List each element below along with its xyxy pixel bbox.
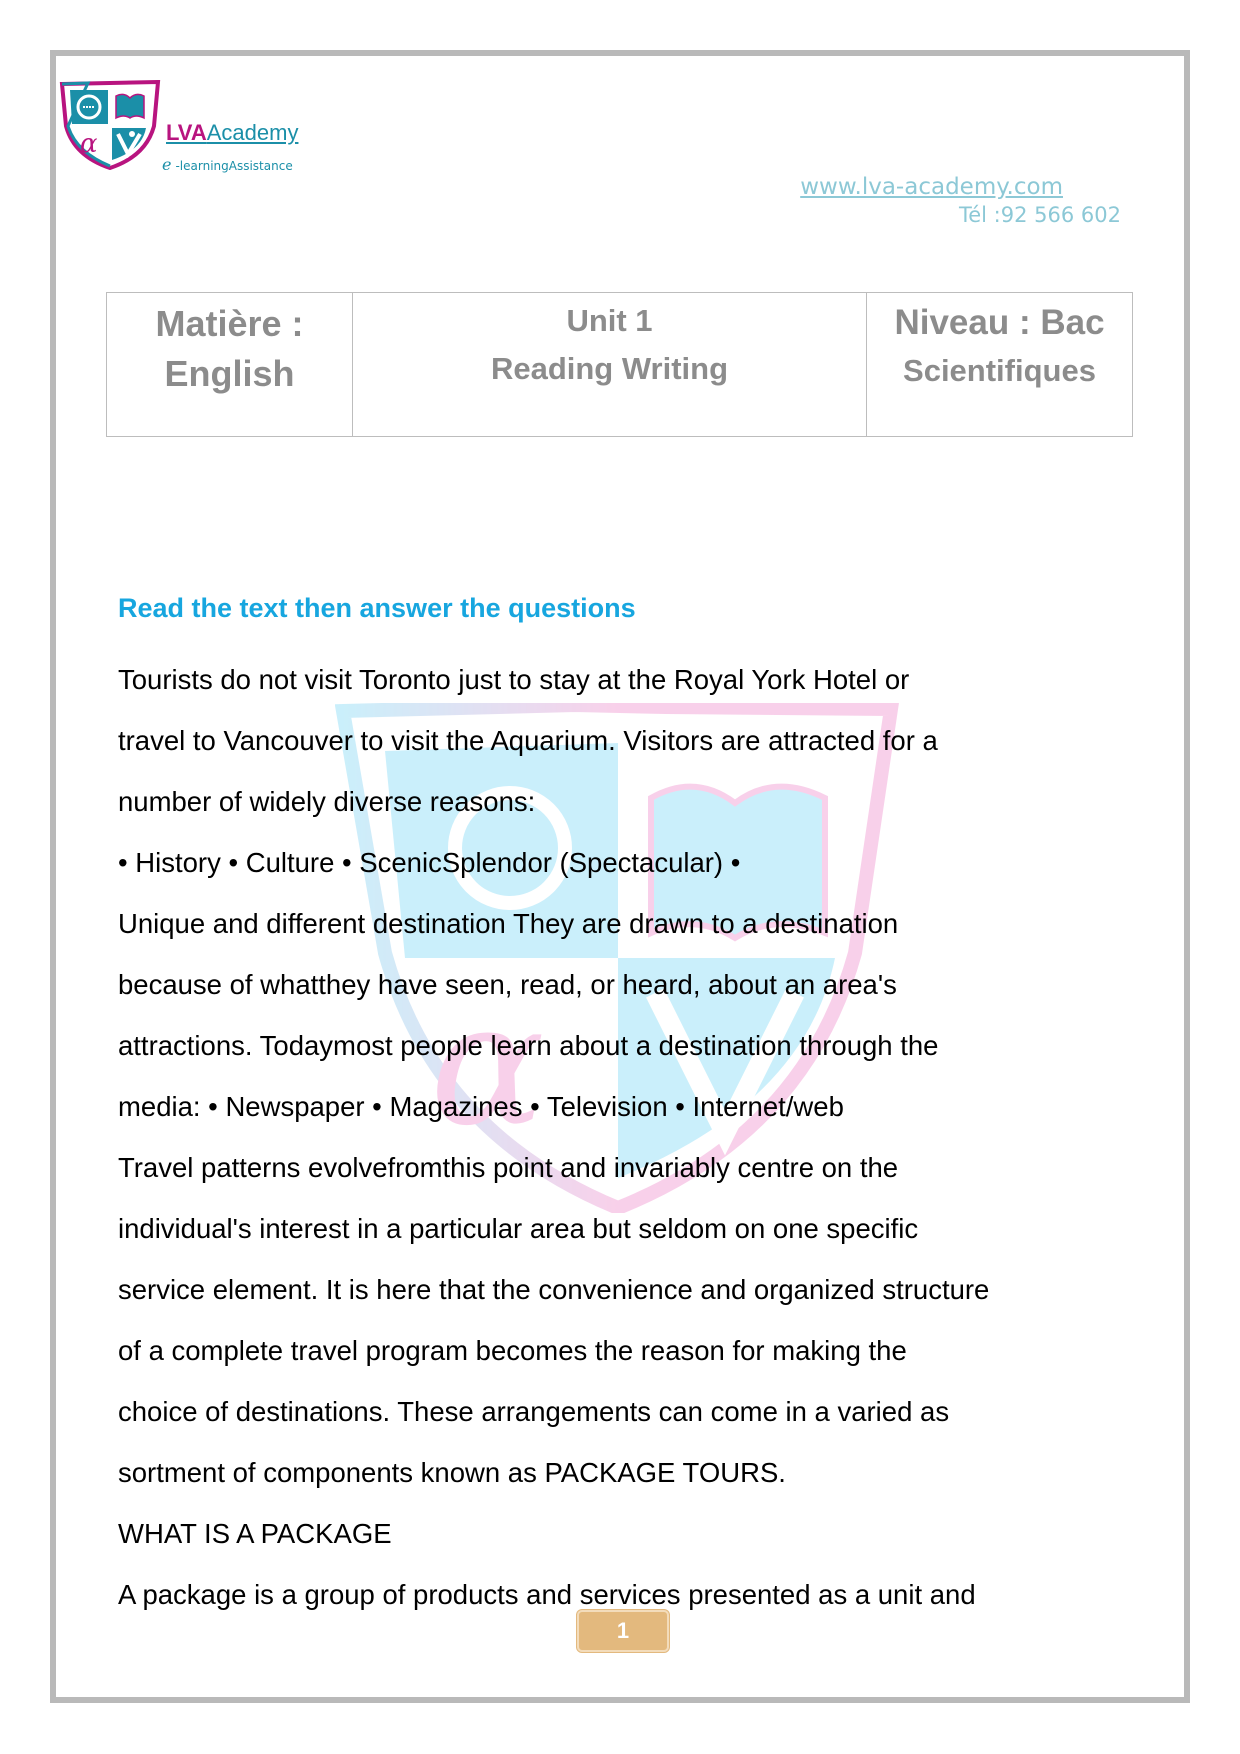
passage-line: because of whatthey have seen, read, or heard, about an area's xyxy=(118,969,897,1000)
brand-lva: LVA xyxy=(166,120,207,145)
shield-logo-icon xyxy=(58,80,162,170)
passage-line: Tourists do not visit Toronto just to stay at the Royal York Hotel or xyxy=(118,664,910,695)
passage-line: sortment of components known as PACKAGE TOURS. xyxy=(118,1457,786,1488)
instructions-heading: Read the text then answer the questions xyxy=(118,593,636,623)
svg-text:α: α xyxy=(430,966,545,1164)
level-value: Scientifiques xyxy=(903,353,1096,388)
brand-tagline xyxy=(162,155,293,174)
unit-title: Unit 1 xyxy=(566,303,653,338)
website-link[interactable]: www.lva-academy.com xyxy=(800,174,1063,200)
level-cell xyxy=(867,293,1132,436)
passage-line: A package is a group of products and services presented as a unit and xyxy=(118,1579,976,1610)
e-glyph-icon: e xyxy=(162,155,172,174)
phone-number: Tél :92 566 602 xyxy=(958,203,1121,227)
passage-line: choice of destinations. These arrangements can come in a varied as xyxy=(118,1396,950,1427)
passage-line: • History • Culture • ScenicSplendor (Spectacular) • xyxy=(118,847,741,878)
passage-line: number of widely diverse reasons: xyxy=(118,786,536,817)
subject-label: Matière : xyxy=(155,303,304,344)
unit-subtitle: Reading Writing xyxy=(490,351,729,386)
passage-line: Travel patterns evolvefromthis point and invariably centre on the xyxy=(118,1152,899,1183)
brand-name xyxy=(166,120,298,146)
course-info-table xyxy=(106,292,1133,437)
section-heading: WHAT IS A PACKAGE xyxy=(118,1518,392,1549)
unit-cell xyxy=(353,293,867,436)
passage-line: service element. It is here that the convenience and organized structure xyxy=(118,1274,990,1305)
tagline-text: -learningAssistance xyxy=(175,159,293,173)
subject-value: English xyxy=(164,353,295,394)
page-number-badge: 1 xyxy=(577,1610,669,1652)
passage-line: of a complete travel program becomes the reason for making the xyxy=(118,1335,907,1366)
passage-line: media: • Newspaper • Magazines • Television • Internet/web xyxy=(118,1091,844,1122)
passage-line: individual's interest in a particular area but seldom on one specific xyxy=(118,1213,919,1244)
passage-line: travel to Vancouver to visit the Aquarium. Visitors are attracted for a xyxy=(118,725,938,756)
passage-line: Unique and different destination They are drawn to a destination xyxy=(118,908,899,939)
reading-passage xyxy=(118,588,1118,1625)
brand-academy: Academy xyxy=(206,120,299,145)
subject-cell xyxy=(107,293,353,436)
passage-line: attractions. Todaymost people learn about a destination through the xyxy=(118,1030,939,1061)
svg-text:α: α xyxy=(80,129,98,159)
level-label: Niveau : Bac xyxy=(894,303,1105,342)
